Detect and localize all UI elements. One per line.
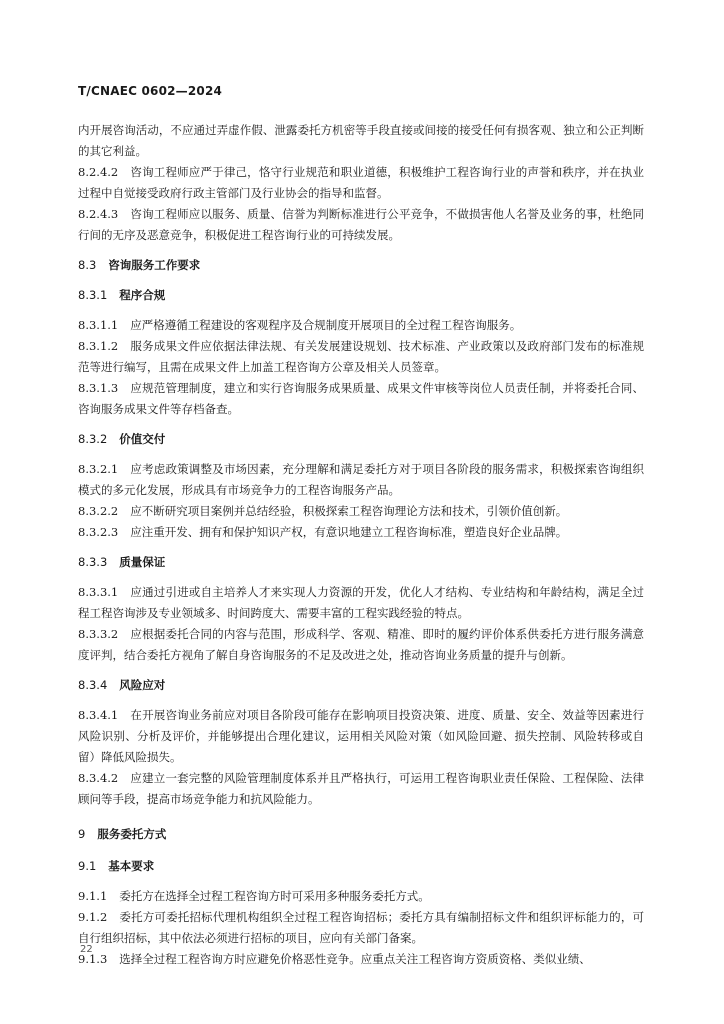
clause-number: 8.3.3.2 [78, 627, 119, 641]
clause-8-3-3-2 [78, 624, 644, 666]
clause-9-1-2 [78, 907, 644, 949]
clause-text: 在开展咨询业务前应对项目各阶段可能存在影响项目投资决策、进度、质量、安全、效益等因素进行风险识别、分析及评价，并能够提出合理化建议，运用相关风险对策（如风险回避、损失控制、风险转移或自留）降低风险损失。 [78, 708, 644, 764]
clause-number: 8.3.4.1 [78, 708, 119, 722]
standard-code: T/CNAEC 0602—2024 [78, 84, 223, 98]
section-number: 8.3.3 [78, 555, 108, 569]
clause-text: 咨询工程师应严于律己，恪守行业规范和职业道德，积极维护工程咨询行业的声誉和秩序，并在执业过程中自觉接受政府行政主管部门及行业协会的指导和监督。 [78, 165, 644, 200]
clause-number: 8.3.4.2 [78, 771, 119, 785]
clause-text: 应不断研究项目案例并总结经验，积极探索工程咨询理论方法和技术，引领价值创新。 [130, 504, 568, 518]
clause-9-1-1 [78, 886, 644, 907]
section-heading-8-3-2 [78, 429, 644, 450]
chapter-heading-9 [78, 824, 644, 845]
section-title: 质量保证 [119, 555, 166, 569]
document-body [78, 120, 644, 970]
clause-number: 8.3.1.3 [78, 381, 119, 395]
section-heading-9-1 [78, 856, 644, 877]
section-title: 程序合规 [119, 288, 166, 302]
clause-8-3-4-1 [78, 705, 644, 768]
clause-8-3-1-1 [78, 315, 644, 336]
clause-number: 8.2.4.2 [78, 165, 119, 179]
clause-number: 9.1.2 [78, 910, 108, 924]
clause-text: 应严格遵循工程建设的客观程序及合规制度开展项目的全过程工程咨询服务。 [130, 318, 522, 332]
section-number: 8.3.1 [78, 288, 108, 302]
section-number: 9.1 [78, 859, 97, 873]
clause-text: 应注重开发、拥有和保护知识产权，有意识地建立工程咨询标准，塑造良好企业品牌。 [130, 525, 568, 539]
section-title: 风险应对 [119, 678, 166, 692]
section-heading-8-3 [78, 255, 644, 276]
clause-8-3-4-2 [78, 768, 644, 810]
clause-text: 应根据委托合同的内容与范围，形成科学、客观、精准、即时的履约评价体系供委托方进行服务满意度评判，结合委托方视角了解自身咨询服务的不足及改进之处，推动咨询业务质量的提升与创新。 [78, 627, 644, 662]
clause-8-3-2-3 [78, 522, 644, 543]
paragraph-continuation: 内开展咨询活动，不应通过弄虚作假、泄露委托方机密等手段直接或间接的接受任何有损客观、独立和公正判断的其它利益。 [78, 123, 644, 158]
section-number: 8.3.4 [78, 678, 108, 692]
clause-text: 委托方可委托招标代理机构组织全过程工程咨询招标；委托方具有编制招标文件和组织评标能力的，可自行组织招标，其中依法必须进行招标的项目，应向有关部门备案。 [78, 910, 644, 945]
clause-text: 委托方在选择全过程工程咨询方时可采用多种服务委托方式。 [119, 889, 430, 903]
clause-text: 选择全过程工程咨询方时应避免价格恶性竞争。应重点关注工程咨询方资质资格、类似业绩、 [119, 952, 591, 966]
section-title: 基本要求 [108, 859, 155, 873]
clause-number: 9.1.3 [78, 952, 108, 966]
clause-number: 8.3.2.2 [78, 504, 119, 518]
clause-text: 服务成果文件应依据法律法规、有关发展建设规划、技术标准、产业政策以及政府部门发布的标准规范等进行编写，且需在成果文件上加盖工程咨询方公章及相关人员签章。 [78, 339, 644, 374]
clause-number: 9.1.1 [78, 889, 108, 903]
clause-number: 8.3.1.2 [78, 339, 119, 353]
section-heading-8-3-3 [78, 552, 644, 573]
section-number: 8.3 [78, 258, 97, 272]
clause-text: 应建立一套完整的风险管理制度体系并且严格执行，可运用工程咨询职业责任保险、工程保险、法律顾问等手段，提高市场竞争能力和抗风险能力。 [78, 771, 644, 806]
section-heading-8-3-1 [78, 285, 644, 306]
clause-number: 8.2.4.3 [78, 207, 119, 221]
section-title: 咨询服务工作要求 [108, 258, 201, 272]
clause-number: 8.3.2.3 [78, 525, 119, 539]
clause-8-2-4-3 [78, 204, 644, 246]
clause-8-3-2-2 [78, 501, 644, 522]
clause-text: 应规范管理制度，建立和实行咨询服务成果质量、成果文件审核等岗位人员责任制，并将委托合同、咨询服务成果文件等存档备查。 [78, 381, 644, 416]
chapter-title: 服务委托方式 [97, 827, 167, 841]
clause-8-3-1-2 [78, 336, 644, 378]
section-heading-8-3-4 [78, 675, 644, 696]
clause-8-3-1-3 [78, 378, 644, 420]
section-title: 价值交付 [119, 432, 166, 446]
clause-number: 8.3.1.1 [78, 318, 119, 332]
clause-8-3-2-1 [78, 459, 644, 501]
clause-number: 8.3.2.1 [78, 462, 119, 476]
clause-8-2-4-2 [78, 162, 644, 204]
page-number: 22 [80, 944, 93, 955]
section-number: 8.3.2 [78, 432, 108, 446]
clause-8-3-3-1 [78, 582, 644, 624]
chapter-number: 9 [78, 827, 86, 841]
clause-text: 应考虑政策调整及市场因素，充分理解和满足委托方对于项目各阶段的服务需求，积极探索咨询组织模式的多元化发展，形成具有市场竞争力的工程咨询服务产品。 [78, 462, 644, 497]
clause-number: 8.3.3.1 [78, 585, 119, 599]
clause-text: 应通过引进或自主培养人才来实现人力资源的开发，优化人才结构、专业结构和年龄结构，满足全过程工程咨询涉及专业领域多、时间跨度大、需要丰富的工程实践经验的特点。 [78, 585, 644, 620]
clause-text: 咨询工程师应以服务、质量、信誉为判断标准进行公平竞争，不做损害他人名誉及业务的事，杜绝同行间的无序及恶意竞争，积极促进工程咨询行业的可持续发展。 [78, 207, 644, 242]
clause-9-1-3 [78, 949, 644, 970]
